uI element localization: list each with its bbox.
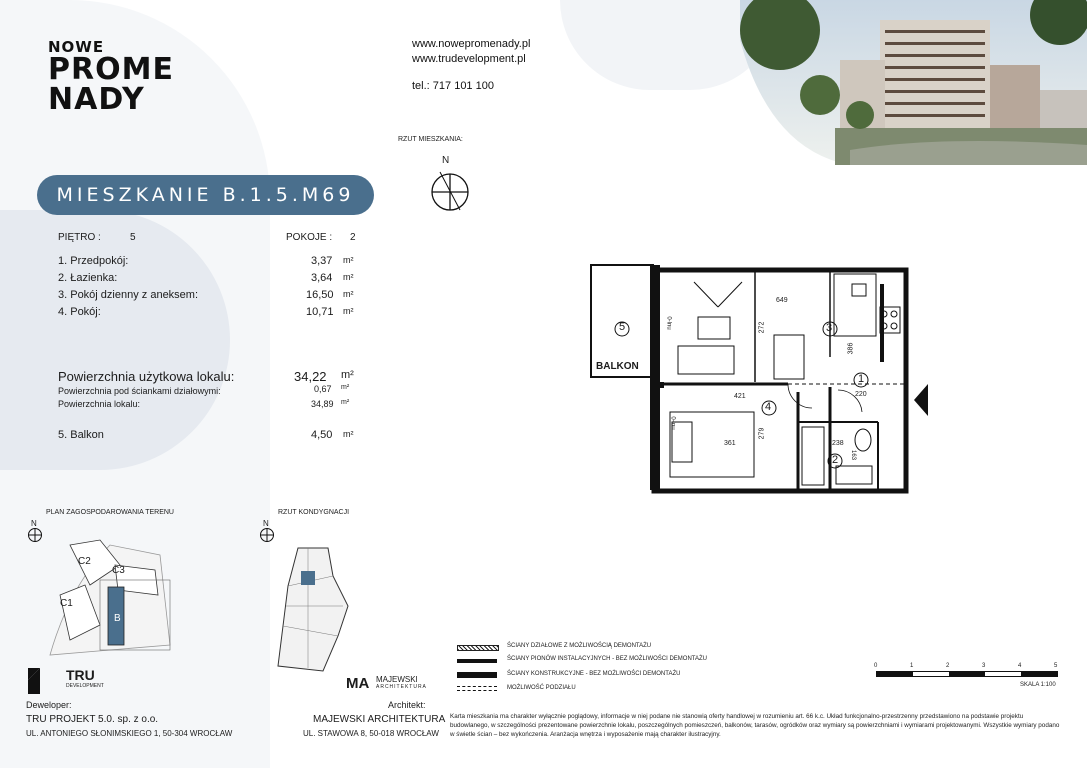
- total-area-unit: m²: [341, 399, 350, 406]
- scale-label: SKALA 1:100: [1020, 682, 1056, 688]
- dim-361: 361: [724, 440, 736, 447]
- site-label-c3: C3: [112, 565, 125, 576]
- legend-structural-walls: ŚCIANY KONSTRUKCYJNE - BEZ MOŻLIWOŚCI DEMONTAŻU: [507, 671, 681, 677]
- balkon-label: BALKON: [596, 361, 639, 372]
- legend-swatch-installation: [457, 659, 497, 663]
- site-label-b: B: [114, 613, 121, 624]
- legend-division-possible: MOŻLIWOŚĆ PODZIAŁU: [507, 685, 576, 691]
- website-link-2[interactable]: www.trudevelopment.pl: [412, 53, 526, 65]
- tru-logo-icon: [28, 668, 64, 694]
- site-label-c2: C2: [78, 556, 91, 567]
- room-name-4: 4. Pokój:: [58, 306, 101, 318]
- room-area-3: 16,50: [306, 289, 334, 301]
- floor-value: 5: [130, 232, 136, 243]
- balcony-label: 5. Balkon: [58, 429, 104, 441]
- dim-279: 279: [758, 427, 766, 440]
- room-area-1: 3,37: [311, 255, 333, 267]
- room-area-2: 3,64: [311, 272, 333, 284]
- room-unit-1: m²: [343, 255, 354, 265]
- floor-label: PIĘTRO :: [58, 232, 101, 243]
- floor-layout-north-label: N: [263, 519, 269, 528]
- majewski-logo-sub: ARCHITEKTURA: [376, 684, 427, 690]
- site-plan-map: [30, 525, 180, 660]
- website-link-1[interactable]: www.nowepromenady.pl: [412, 38, 531, 50]
- scale-tick-3: 3: [982, 663, 986, 669]
- tru-logo-text: TRU: [66, 667, 95, 683]
- total-area-value: 34,89: [311, 399, 334, 409]
- room-unit-2: m²: [343, 272, 354, 282]
- legend-installation-walls: ŚCIANY PIONÓW INSTALACYJNYCH - BEZ MOŻLIWOŚCI DEMONTAŻU: [507, 656, 708, 662]
- usable-area-value: 34,22: [294, 369, 327, 384]
- floor-layout-map: [268, 546, 358, 676]
- site-plan-title: PLAN ZAGOSPODAROWANIA TERENU: [46, 509, 174, 516]
- phone-number: tel.: 717 101 100: [412, 80, 494, 92]
- room-number-4: 4: [765, 401, 772, 413]
- rooms-label: POKOJE :: [286, 232, 333, 243]
- developer-label: Deweloper:: [26, 700, 72, 710]
- balcony-unit: m²: [343, 429, 354, 439]
- dim-386: 386: [847, 342, 855, 355]
- apartment-title: MIESZKANIE B.1.5.M69: [37, 175, 374, 215]
- majewski-logo-name: MAJEWSKI: [376, 675, 418, 684]
- disclaimer-text: Karta mieszkania ma charakter wyłącznie poglądowy, informacje w niej podane nie stanowią oferty handlowej w rozumieniu art. 66 k.c. Układ funkcjonalno-przestrzenny przedstawiono na podstawie projektu budowlanego, w szczególności prezentowane powierzchnie lokalu, poszczególnych pomieszczeń, balkonów, tarasów, ogródków oraz wymiary są powierzchniami i wymiarami projektowanymi. Wszystkie wymiary podano w świetle ścian – bez wykończenia. Aranżacja wnętrza i wyposażenie mają charakter ilustracyjny.: [450, 713, 1060, 738]
- under-walls-label: Powierzchnia pod ściankami działowymi:: [58, 386, 221, 396]
- tru-logo-sub: DEVELOPMENT: [66, 683, 104, 689]
- floor-layout-title: RZUT KONDYGNACJI: [278, 509, 350, 516]
- scale-tick-1: 1: [910, 663, 914, 669]
- compass-icon: [428, 170, 472, 214]
- site-plan-north-label: N: [31, 519, 37, 528]
- room-number-5: 5: [619, 321, 626, 333]
- legend-swatch-division: [457, 686, 497, 691]
- architect-label: Architekt:: [388, 700, 426, 710]
- dim-163: 163: [850, 449, 857, 461]
- window-label-2: 0-lnu: [669, 416, 676, 430]
- rooms-value: 2: [350, 232, 356, 243]
- scale-bar: [876, 671, 1058, 677]
- room-number-1: 1: [858, 373, 865, 385]
- room-name-1: 1. Przedpokój:: [58, 255, 129, 267]
- building-render-image: [740, 0, 1087, 165]
- room-name-2: 2. Łazienka:: [58, 272, 118, 284]
- developer-address: UL. ANTONIEGO SŁONIMSKIEGO 1, 50-304 WROCŁAW: [26, 729, 233, 738]
- legend-swatch-partition: [457, 645, 499, 651]
- balcony-value: 4,50: [311, 429, 333, 441]
- legend-partition-walls: ŚCIANY DZIAŁOWE Z MOŻLIWOŚCIĄ DEMONTAŻU: [507, 643, 652, 649]
- logo-line-2: PROME: [48, 52, 174, 87]
- room-area-4: 10,71: [306, 306, 334, 318]
- scale-tick-2: 2: [946, 663, 950, 669]
- scale-tick-5: 5: [1054, 663, 1058, 669]
- dim-272: 272: [758, 321, 766, 334]
- developer-name: TRU PROJEKT 5.0. sp. z o.o.: [26, 714, 159, 725]
- compass-north-label: N: [442, 155, 450, 166]
- window-label-1: 0-lnu: [665, 316, 672, 330]
- plan-label: RZUT MIESZKANIA:: [398, 136, 463, 143]
- dim-220: 220: [855, 391, 867, 398]
- under-walls-unit: m²: [341, 384, 350, 391]
- apartment-floor-plan: [588, 262, 933, 494]
- majewski-logo-mark: MA: [346, 675, 370, 692]
- room-unit-4: m²: [343, 306, 354, 316]
- dim-421: 421: [734, 393, 746, 400]
- dim-238: 238: [832, 440, 844, 447]
- room-number-3: 3: [826, 322, 833, 334]
- room-number-2: 2: [832, 454, 839, 466]
- floor-layout-north-icon: [259, 527, 275, 543]
- logo-line-1: NOWE: [48, 38, 105, 56]
- scale-tick-0: 0: [874, 663, 878, 669]
- under-walls-value: 0,67: [314, 384, 332, 394]
- room-name-3: 3. Pokój dzienny z aneksem:: [58, 289, 199, 301]
- site-label-c1: C1: [60, 598, 73, 609]
- scale-tick-4: 4: [1018, 663, 1022, 669]
- legend-swatch-structural: [457, 672, 497, 678]
- total-area-label: Powierzchnia lokalu:: [58, 399, 141, 409]
- brand-logo: [48, 40, 174, 115]
- dim-649: 649: [776, 297, 788, 304]
- room-unit-3: m²: [343, 289, 354, 299]
- usable-area-label: Powierzchnia użytkowa lokalu:: [58, 369, 235, 384]
- architect-address: UL. STAWOWA 8, 50-018 WROCŁAW: [303, 729, 439, 738]
- logo-line-3: NADY: [48, 82, 145, 117]
- usable-area-unit: m²: [341, 369, 354, 381]
- architect-name: MAJEWSKI ARCHITEKTURA: [313, 714, 446, 725]
